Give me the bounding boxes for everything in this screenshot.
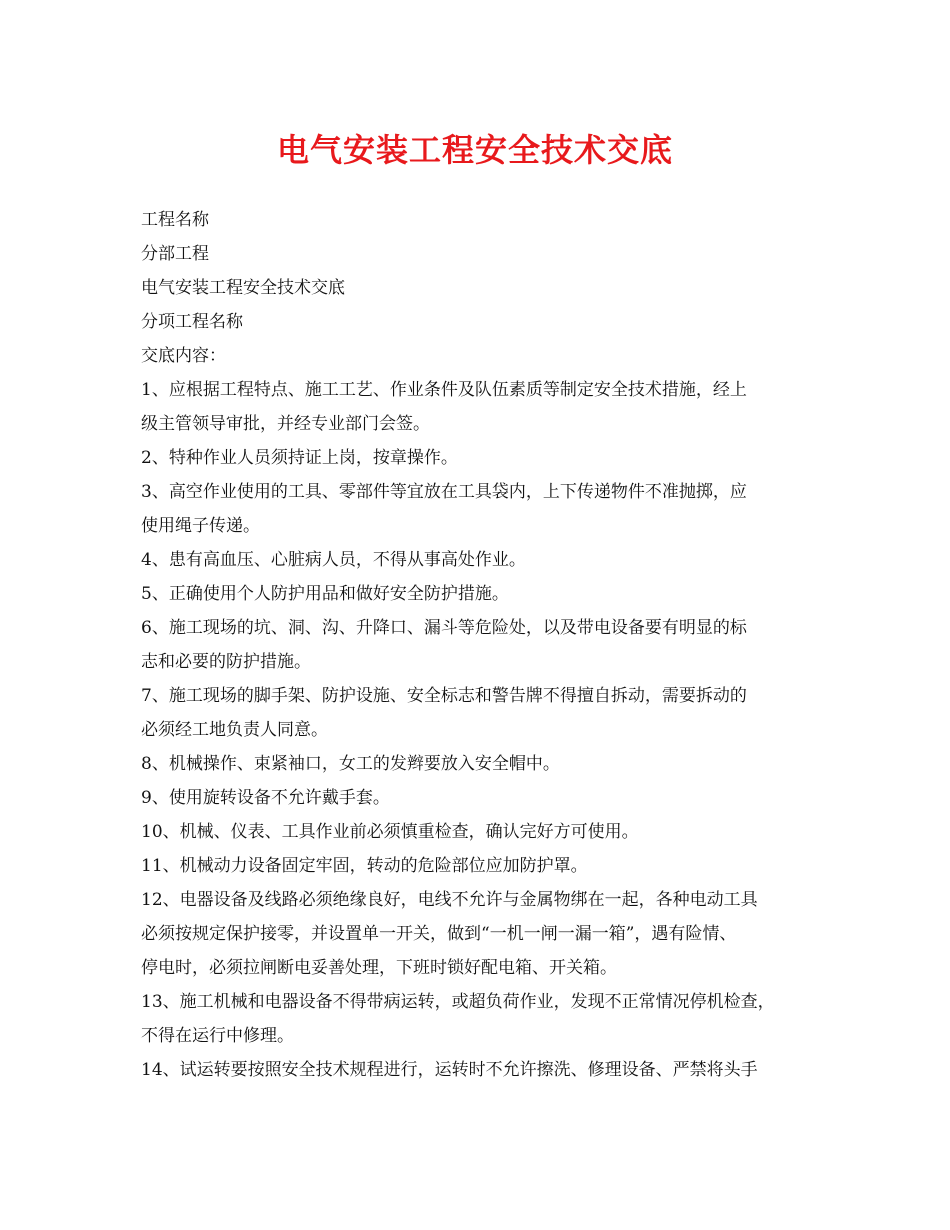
text-line: 12、电器设备及线路必须绝缘良好，电线不允许与金属物绑在一起，各种电动工具 [141,890,758,910]
text-line: 13、施工机械和电器设备不得带病运转，或超负荷作业，发现不正常情况停机检查， [141,992,775,1012]
text-line: 级主管领导审批，并经专业部门会签。 [141,414,430,434]
text-line: 6、施工现场的坑、洞、沟、升降口、漏斗等危险处，以及带电设备要有明显的标 [141,618,747,638]
text-line: 4、患有高血压、心脏病人员，不得从事高处作业。 [141,550,526,570]
text-line: 停电时，必须拉闸断电妥善处理，下班时锁好配电箱、开关箱。 [141,958,617,978]
text-line: 不得在运行中修理。 [141,1026,294,1046]
text-line: 7、施工现场的脚手架、防护设施、安全标志和警告牌不得擅自拆动，需要拆动的 [141,686,747,706]
document-body [141,203,831,1087]
text-line: 3、高空作业使用的工具、零部件等宜放在工具袋内，上下传递物件不准抛掷，应 [141,482,747,502]
text-line: 14、试运转要按照安全技术规程进行，运转时不允许擦洗、修理设备、严禁将头手 [141,1060,758,1080]
text-line: 使用绳子传递。 [141,516,260,536]
text-line: 必须经工地负责人同意。 [141,720,328,740]
section-heading-content: 交底内容： [141,346,226,366]
text-line: 9、使用旋转设备不允许戴手套。 [141,788,390,808]
text-line: 1、应根据工程特点、施工工艺、作业条件及队伍素质等制定安全技术措施，经上 [141,380,747,400]
text-line: 志和必要的防护措施。 [141,652,311,672]
text-line: 2、特种作业人员须持证上岗，按章操作。 [141,448,458,468]
text-line: 10、机械、仪表、工具作业前必须慎重检查，确认完好方可使用。 [141,822,639,842]
field-subitem-name: 分项工程名称 [141,312,243,332]
text-line: 5、正确使用个人防护用品和做好安全防护措施。 [141,584,509,604]
text-line: 11、机械动力设备固定牢固，转动的危险部位应加防护罩。 [141,856,588,876]
text-line: 必须按规定保护接零，并设置单一开关，做到“一机一闸一漏一箱”，遇有险情、 [141,924,737,944]
field-division: 分部工程 [141,244,209,264]
document-title: 电气安装工程安全技术交底 [276,131,673,169]
field-division-value: 电气安装工程安全技术交底 [141,278,345,298]
text-line: 8、机械操作、束紧袖口，女工的发辫要放入安全帽中。 [141,754,560,774]
field-project-name: 工程名称 [141,210,209,230]
